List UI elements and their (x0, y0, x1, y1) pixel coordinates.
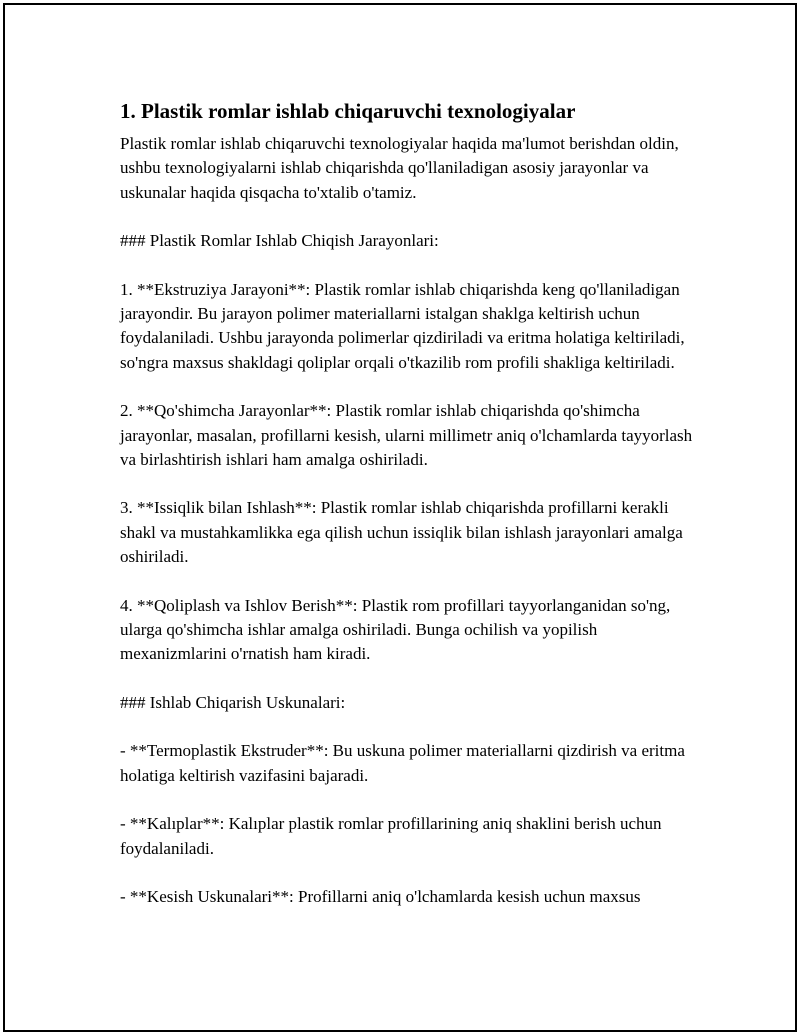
processes-heading: ### Plastik Romlar Ishlab Chiqish Jarayonlari: (120, 231, 439, 251)
equipment-item-molds: - **Kalıplar**: Kalıplar plastik romlar profillarining aniq shaklini berish uchun foydalaniladi. (120, 814, 662, 858)
process-item-extrusion: 1. **Ekstruziya Jarayoni**: Plastik romlar ishlab chiqarishda keng qo'llaniladigan jarayondir. Bu jarayon polimer materiallarni istalgan shaklga keltirish uchun foydalaniladi. Ushbu jarayonda polimerlar qizdiriladi va eritma holatiga keltiriladi, so'ngra maxsus shakldagi qoliplar orqali o'tkazilib rom profili shakliga keltiriladi. (120, 279, 685, 372)
document-content (120, 97, 700, 934)
process-item-additional: 2. **Qo'shimcha Jarayonlar**: Plastik romlar ishlab chiqarishda qo'shimcha jarayonlar, masalan, profillarni kesish, ularni millimetr aniq o'lchamlarda tayyorlash va birlashtirish ishlari ham amalga oshiriladi. (120, 401, 693, 469)
process-item-molding: 4. **Qoliplash va Ishlov Berish**: Plastik rom profillari tayyorlanganidan so'ng, ularga qo'shimcha ishlar amalga oshiriladi. Bunga ochilish va yopilish mexanizmlarini o'rnatish ham kiradi. (120, 595, 671, 664)
equipment-heading: ### Ishlab Chiqarish Uskunalari: (120, 692, 346, 712)
section-title: 1. Plastik romlar ishlab chiqaruvchi texnologiyalar (120, 99, 576, 123)
equipment-item-extruder: - **Termoplastik Ekstruder**: Bu uskuna polimer materiallarni qizdirish va eritma holatiga keltirish vazifasini bajaradi. (120, 741, 685, 785)
process-item-heat-treatment: 3. **Issiqlik bilan Ishlash**: Plastik romlar ishlab chiqarishda profillarni kerakli shakl va mustahkamlikka ega qilish uchun issiqlik bilan ishlash jarayonlari amalga oshiriladi. (120, 498, 683, 567)
equipment-item-cutting: - **Kesish Uskunalari**: Profillarni aniq o'lchamlarda kesish uchun maxsus (120, 887, 641, 907)
intro-paragraph: Plastik romlar ishlab chiqaruvchi texnologiyalar haqida ma'lumot berishdan oldin, ushbu texnologiyalarni ishlab chiqarishda qo'llaniladigan asosiy jarayonlar va uskunalar haqida qisqacha to'xtalib o'tamiz. (120, 134, 679, 202)
document-page (3, 3, 797, 1032)
